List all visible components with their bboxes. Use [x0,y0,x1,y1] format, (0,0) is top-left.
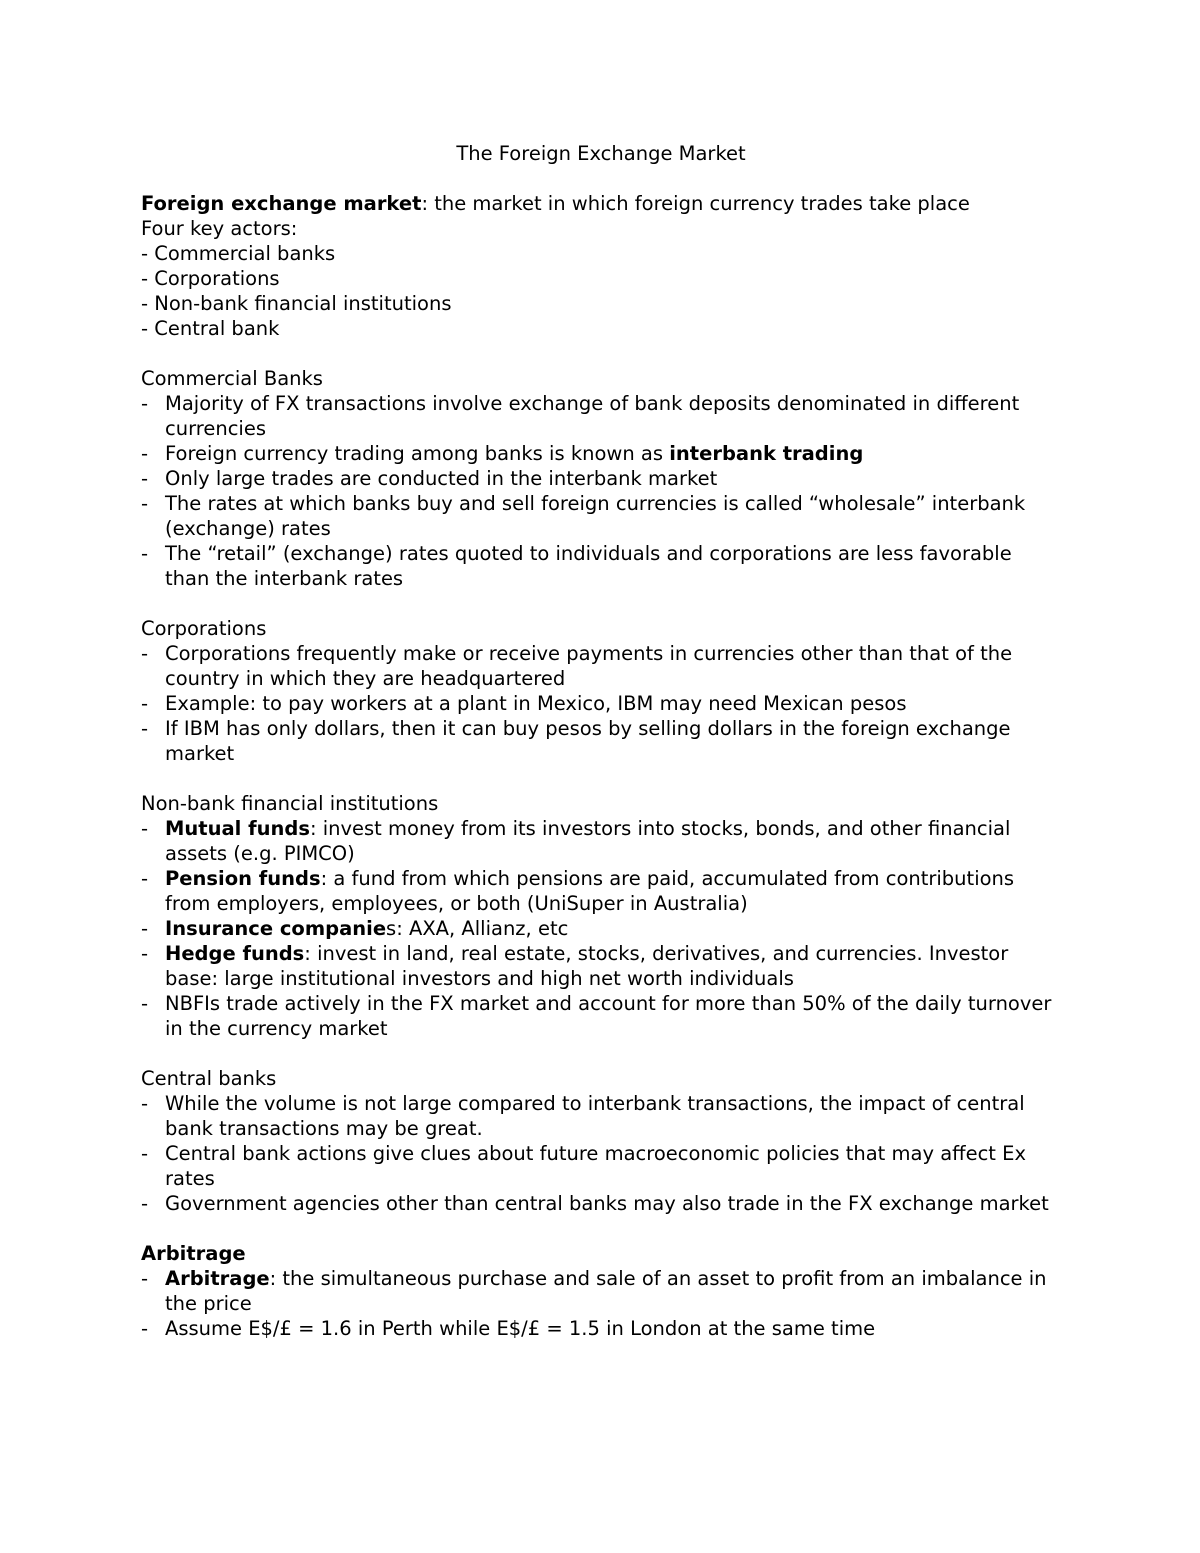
list-item: - Majority of FX transactions involve exchange of bank deposits denominated in different currencies [141,391,1061,441]
list-item [141,916,1061,941]
central-banks-list [141,1091,1061,1216]
section-heading-arbitrage: Arbitrage [141,1242,246,1265]
corporations-list [141,641,1061,766]
list-item: - Only large trades are conducted in the interbank market [141,466,1061,491]
commercial-banks-list [141,391,1061,591]
list-item: - While the volume is not large compared to interbank transactions, the impact of central bank transactions may be great. [141,1091,1061,1141]
list-item-text: Foreign currency trading among banks is known as [165,442,670,465]
list-item-text: s: AXA, Allianz, etc [386,917,569,940]
list-item: - Non-bank financial institutions [141,292,452,315]
list-item-bold-term: interbank trading [669,442,864,465]
list-item: - Assume E$/£ = 1.6 in Perth while E$/£ = 1.5 in London at the same time [141,1316,1061,1341]
list-item [141,866,1061,916]
list-item: - If IBM has only dollars, then it can buy pesos by selling dollars in the foreign exchange market [141,716,1061,766]
list-item [141,941,1061,991]
list-item-bold-term: Hedge funds [165,942,305,965]
list-item: - Corporations [141,267,280,290]
list-item-bold-term: Pension funds [165,867,321,890]
list-item [141,1266,1061,1316]
list-item: - Commercial banks [141,242,336,265]
arbitrage-list [141,1266,1061,1341]
intro-definition [141,191,1061,216]
document-body [141,141,1061,1341]
list-item: - Central bank [141,317,280,340]
section-heading-commercial-banks: Commercial Banks [141,367,323,390]
section-heading-corporations: Corporations [141,617,267,640]
intro-definition-text: : the market in which foreign currency trades take place [421,192,970,215]
list-item-bold-term: Insurance companie [165,917,387,940]
list-item [141,441,1061,466]
section-heading-central-banks: Central banks [141,1067,277,1090]
nbfi-list [141,816,1061,1041]
list-item: - NBFIs trade actively in the FX market and account for more than 50% of the daily turnover in the currency market [141,991,1061,1041]
actors-label: Four key actors: [141,217,298,240]
list-item-text: : invest money from its investors into stocks, bonds, and other financial assets (e.g. PIMCO) [165,817,1011,865]
list-item: - The “retail” (exchange) rates quoted to individuals and corporations are less favorable than the interbank rates [141,541,1061,591]
intro-term: Foreign exchange market [141,192,422,215]
list-item [141,816,1061,866]
list-item-text: : invest in land, real estate, stocks, derivatives, and currencies. Investor base: large institutional investors and high net worth individuals [165,942,1009,990]
list-item: - Government agencies other than central banks may also trade in the FX exchange market [141,1191,1061,1216]
list-item-bold-term: Mutual funds [165,817,310,840]
list-item-text: : a fund from which pensions are paid, accumulated from contributions from employers, employees, or both (UniSuper in Australia) [165,867,1015,915]
list-item: - Corporations frequently make or receive payments in currencies other than that of the country in which they are headquartered [141,641,1061,691]
list-item: - Central bank actions give clues about future macroeconomic policies that may affect Ex rates [141,1141,1061,1191]
actors-list [141,241,1061,341]
page-title: The Foreign Exchange Market [456,142,746,165]
list-item-text: : the simultaneous purchase and sale of an asset to profit from an imbalance in the price [165,1267,1047,1315]
section-heading-nbfi: Non-bank financial institutions [141,792,439,815]
list-item-bold-term: Arbitrage [165,1267,270,1290]
list-item: - The rates at which banks buy and sell foreign currencies is called “wholesale” interbank (exchange) rates [141,491,1061,541]
list-item: - Example: to pay workers at a plant in Mexico, IBM may need Mexican pesos [141,691,1061,716]
